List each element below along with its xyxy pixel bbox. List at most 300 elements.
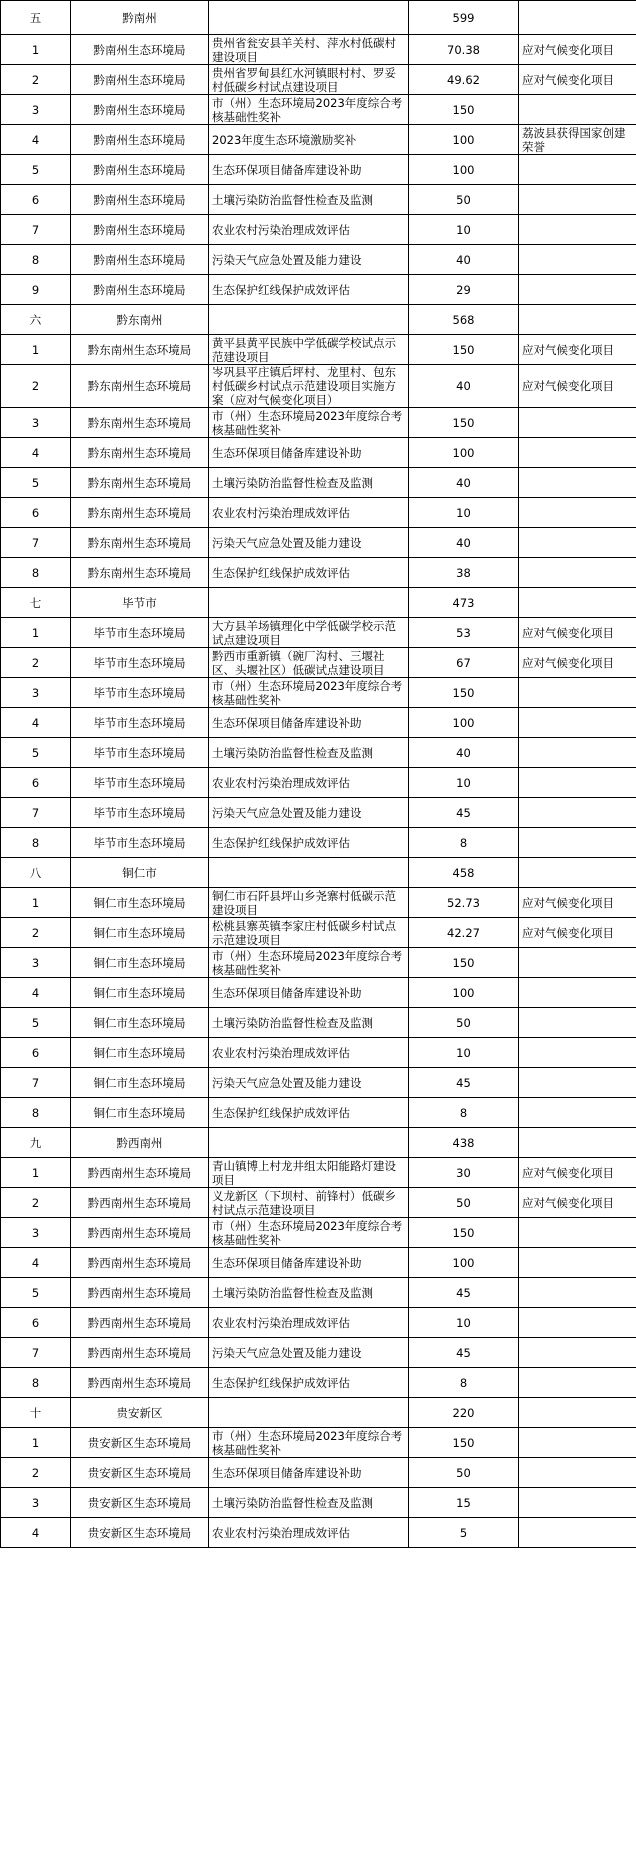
table-row bbox=[1, 365, 636, 408]
table-row bbox=[1, 1158, 636, 1188]
row-note bbox=[519, 1308, 636, 1338]
row-unit: 黔西南州生态环境局 bbox=[71, 1308, 209, 1338]
row-note bbox=[519, 1368, 636, 1398]
row-project: 青山镇博上村龙井组太阳能路灯建设项目 bbox=[209, 1158, 409, 1188]
row-project: 生态环保项目储备库建设补助 bbox=[209, 1458, 409, 1488]
row-amount: 150 bbox=[409, 335, 519, 365]
section-note bbox=[519, 858, 636, 888]
section-number: 五 bbox=[1, 1, 71, 35]
row-project: 黄平县黄平民族中学低碳学校试点示范建设项目 bbox=[209, 335, 409, 365]
row-number: 5 bbox=[1, 738, 71, 768]
row-number: 4 bbox=[1, 1248, 71, 1278]
row-amount: 45 bbox=[409, 1338, 519, 1368]
table-row bbox=[1, 1098, 636, 1128]
row-amount: 10 bbox=[409, 1308, 519, 1338]
row-amount: 8 bbox=[409, 1368, 519, 1398]
row-number: 7 bbox=[1, 798, 71, 828]
row-amount: 100 bbox=[409, 1248, 519, 1278]
row-note: 应对气候变化项目 bbox=[519, 618, 636, 648]
row-project: 大方县羊场镇理化中学低碳学校示范试点建设项目 bbox=[209, 618, 409, 648]
row-amount: 45 bbox=[409, 798, 519, 828]
row-number: 5 bbox=[1, 468, 71, 498]
row-number: 7 bbox=[1, 215, 71, 245]
row-project: 农业农村污染治理成效评估 bbox=[209, 1518, 409, 1548]
row-amount: 42.27 bbox=[409, 918, 519, 948]
table-row bbox=[1, 1368, 636, 1398]
row-unit: 毕节市生态环境局 bbox=[71, 768, 209, 798]
row-unit: 黔东南州生态环境局 bbox=[71, 558, 209, 588]
row-number: 6 bbox=[1, 768, 71, 798]
row-note bbox=[519, 1008, 636, 1038]
row-number: 4 bbox=[1, 125, 71, 155]
table-row bbox=[1, 648, 636, 678]
row-note bbox=[519, 1248, 636, 1278]
row-number: 1 bbox=[1, 1428, 71, 1458]
section-header-row bbox=[1, 858, 636, 888]
row-note: 应对气候变化项目 bbox=[519, 35, 636, 65]
row-project: 黔西市重新镇（碗厂沟村、三堰社区、头堰社区）低碳试点建设项目 bbox=[209, 648, 409, 678]
row-project: 松桃县寨英镇李家庄村低碳乡村试点示范建设项目 bbox=[209, 918, 409, 948]
section-project bbox=[209, 588, 409, 618]
row-amount: 100 bbox=[409, 438, 519, 468]
table-row bbox=[1, 125, 636, 155]
row-project: 市（州）生态环境局2023年度综合考核基础性奖补 bbox=[209, 1218, 409, 1248]
row-unit: 铜仁市生态环境局 bbox=[71, 1038, 209, 1068]
row-number: 8 bbox=[1, 1098, 71, 1128]
section-region: 铜仁市 bbox=[71, 858, 209, 888]
row-amount: 100 bbox=[409, 125, 519, 155]
row-unit: 毕节市生态环境局 bbox=[71, 618, 209, 648]
section-number: 十 bbox=[1, 1398, 71, 1428]
row-unit: 毕节市生态环境局 bbox=[71, 738, 209, 768]
row-note bbox=[519, 558, 636, 588]
row-note bbox=[519, 678, 636, 708]
row-unit: 毕节市生态环境局 bbox=[71, 798, 209, 828]
row-number: 1 bbox=[1, 888, 71, 918]
row-amount: 8 bbox=[409, 1098, 519, 1128]
row-unit: 黔南州生态环境局 bbox=[71, 35, 209, 65]
row-number: 7 bbox=[1, 1338, 71, 1368]
row-project: 污染天气应急处置及能力建设 bbox=[209, 798, 409, 828]
row-amount: 100 bbox=[409, 155, 519, 185]
section-project bbox=[209, 305, 409, 335]
row-number: 3 bbox=[1, 948, 71, 978]
section-total: 568 bbox=[409, 305, 519, 335]
table-row bbox=[1, 708, 636, 738]
section-total: 599 bbox=[409, 1, 519, 35]
row-note bbox=[519, 155, 636, 185]
section-number: 七 bbox=[1, 588, 71, 618]
row-unit: 黔南州生态环境局 bbox=[71, 65, 209, 95]
row-note bbox=[519, 1338, 636, 1368]
row-unit: 黔南州生态环境局 bbox=[71, 185, 209, 215]
section-note bbox=[519, 1, 636, 35]
table-row bbox=[1, 1308, 636, 1338]
row-unit: 黔东南州生态环境局 bbox=[71, 408, 209, 438]
row-unit: 黔南州生态环境局 bbox=[71, 125, 209, 155]
row-unit: 黔东南州生态环境局 bbox=[71, 528, 209, 558]
section-number: 八 bbox=[1, 858, 71, 888]
row-project: 生态环保项目储备库建设补助 bbox=[209, 1248, 409, 1278]
table-row bbox=[1, 65, 636, 95]
row-number: 2 bbox=[1, 1458, 71, 1488]
row-number: 4 bbox=[1, 978, 71, 1008]
row-unit: 黔南州生态环境局 bbox=[71, 215, 209, 245]
row-amount: 52.73 bbox=[409, 888, 519, 918]
row-project: 污染天气应急处置及能力建设 bbox=[209, 528, 409, 558]
row-note bbox=[519, 1038, 636, 1068]
row-project: 污染天气应急处置及能力建设 bbox=[209, 245, 409, 275]
row-unit: 黔东南州生态环境局 bbox=[71, 335, 209, 365]
row-note: 应对气候变化项目 bbox=[519, 648, 636, 678]
section-project bbox=[209, 1398, 409, 1428]
row-number: 7 bbox=[1, 1068, 71, 1098]
table-row bbox=[1, 185, 636, 215]
table-row bbox=[1, 1458, 636, 1488]
section-note bbox=[519, 1398, 636, 1428]
row-amount: 150 bbox=[409, 408, 519, 438]
row-unit: 黔西南州生态环境局 bbox=[71, 1278, 209, 1308]
section-project bbox=[209, 858, 409, 888]
table-row bbox=[1, 245, 636, 275]
row-unit: 黔西南州生态环境局 bbox=[71, 1368, 209, 1398]
row-number: 1 bbox=[1, 35, 71, 65]
table-row bbox=[1, 1038, 636, 1068]
row-note bbox=[519, 1278, 636, 1308]
row-amount: 100 bbox=[409, 708, 519, 738]
section-header-row bbox=[1, 1128, 636, 1158]
row-number: 6 bbox=[1, 1308, 71, 1338]
section-header-row bbox=[1, 1398, 636, 1428]
row-amount: 10 bbox=[409, 215, 519, 245]
row-note bbox=[519, 738, 636, 768]
row-number: 3 bbox=[1, 678, 71, 708]
row-unit: 黔西南州生态环境局 bbox=[71, 1248, 209, 1278]
row-number: 3 bbox=[1, 1488, 71, 1518]
row-note: 应对气候变化项目 bbox=[519, 335, 636, 365]
row-project: 生态保护红线保护成效评估 bbox=[209, 1098, 409, 1128]
row-project: 贵州省罗甸县红水河镇眼村村、罗妥村低碳乡村试点建设项目 bbox=[209, 65, 409, 95]
table-row bbox=[1, 408, 636, 438]
row-number: 2 bbox=[1, 918, 71, 948]
row-amount: 40 bbox=[409, 738, 519, 768]
row-note bbox=[519, 468, 636, 498]
row-unit: 黔西南州生态环境局 bbox=[71, 1218, 209, 1248]
table-row bbox=[1, 888, 636, 918]
row-unit: 铜仁市生态环境局 bbox=[71, 1098, 209, 1128]
row-project: 贵州省瓮安县羊关村、萍水村低碳村建设项目 bbox=[209, 35, 409, 65]
row-amount: 5 bbox=[409, 1518, 519, 1548]
row-project: 生态环保项目储备库建设补助 bbox=[209, 438, 409, 468]
row-project: 2023年度生态环境激励奖补 bbox=[209, 125, 409, 155]
row-unit: 黔南州生态环境局 bbox=[71, 245, 209, 275]
row-number: 4 bbox=[1, 1518, 71, 1548]
table-row bbox=[1, 35, 636, 65]
row-number: 5 bbox=[1, 1008, 71, 1038]
table-row bbox=[1, 468, 636, 498]
row-unit: 铜仁市生态环境局 bbox=[71, 888, 209, 918]
row-amount: 30 bbox=[409, 1158, 519, 1188]
row-unit: 毕节市生态环境局 bbox=[71, 648, 209, 678]
row-number: 8 bbox=[1, 245, 71, 275]
row-project: 生态保护红线保护成效评估 bbox=[209, 1368, 409, 1398]
row-project: 生态环保项目储备库建设补助 bbox=[209, 708, 409, 738]
row-note bbox=[519, 798, 636, 828]
row-unit: 贵安新区生态环境局 bbox=[71, 1428, 209, 1458]
row-unit: 铜仁市生态环境局 bbox=[71, 918, 209, 948]
table-row bbox=[1, 275, 636, 305]
row-number: 4 bbox=[1, 438, 71, 468]
table-row bbox=[1, 1008, 636, 1038]
section-region: 贵安新区 bbox=[71, 1398, 209, 1428]
row-unit: 毕节市生态环境局 bbox=[71, 678, 209, 708]
row-amount: 53 bbox=[409, 618, 519, 648]
row-project: 污染天气应急处置及能力建设 bbox=[209, 1068, 409, 1098]
table-row bbox=[1, 498, 636, 528]
section-total: 473 bbox=[409, 588, 519, 618]
row-amount: 150 bbox=[409, 1218, 519, 1248]
row-note bbox=[519, 1428, 636, 1458]
section-note bbox=[519, 305, 636, 335]
row-project: 土壤污染防治监督性检查及监测 bbox=[209, 185, 409, 215]
row-note: 应对气候变化项目 bbox=[519, 365, 636, 408]
row-amount: 49.62 bbox=[409, 65, 519, 95]
row-unit: 黔西南州生态环境局 bbox=[71, 1188, 209, 1218]
section-number: 九 bbox=[1, 1128, 71, 1158]
row-amount: 45 bbox=[409, 1068, 519, 1098]
table-row bbox=[1, 918, 636, 948]
table-row bbox=[1, 528, 636, 558]
row-number: 2 bbox=[1, 1188, 71, 1218]
row-unit: 毕节市生态环境局 bbox=[71, 708, 209, 738]
row-note: 荔波县获得国家创建荣誉 bbox=[519, 125, 636, 155]
section-region: 黔东南州 bbox=[71, 305, 209, 335]
row-number: 1 bbox=[1, 1158, 71, 1188]
row-amount: 67 bbox=[409, 648, 519, 678]
row-note: 应对气候变化项目 bbox=[519, 1158, 636, 1188]
section-total: 438 bbox=[409, 1128, 519, 1158]
row-number: 5 bbox=[1, 155, 71, 185]
section-total: 458 bbox=[409, 858, 519, 888]
row-note bbox=[519, 708, 636, 738]
row-amount: 10 bbox=[409, 498, 519, 528]
row-number: 6 bbox=[1, 1038, 71, 1068]
row-note: 应对气候变化项目 bbox=[519, 888, 636, 918]
section-total: 220 bbox=[409, 1398, 519, 1428]
row-amount: 8 bbox=[409, 828, 519, 858]
row-number: 1 bbox=[1, 335, 71, 365]
row-number: 3 bbox=[1, 95, 71, 125]
row-amount: 150 bbox=[409, 95, 519, 125]
row-unit: 毕节市生态环境局 bbox=[71, 828, 209, 858]
row-unit: 黔西南州生态环境局 bbox=[71, 1338, 209, 1368]
row-number: 8 bbox=[1, 1368, 71, 1398]
row-number: 7 bbox=[1, 528, 71, 558]
row-amount: 15 bbox=[409, 1488, 519, 1518]
row-number: 3 bbox=[1, 1218, 71, 1248]
row-amount: 70.38 bbox=[409, 35, 519, 65]
row-unit: 黔西南州生态环境局 bbox=[71, 1158, 209, 1188]
row-unit: 铜仁市生态环境局 bbox=[71, 1068, 209, 1098]
row-note bbox=[519, 408, 636, 438]
row-note bbox=[519, 768, 636, 798]
row-unit: 黔南州生态环境局 bbox=[71, 95, 209, 125]
row-project: 市（州）生态环境局2023年度综合考核基础性奖补 bbox=[209, 1428, 409, 1458]
table-row bbox=[1, 948, 636, 978]
row-note: 应对气候变化项目 bbox=[519, 1188, 636, 1218]
section-header-row bbox=[1, 1, 636, 35]
row-note bbox=[519, 1218, 636, 1248]
table-row bbox=[1, 1248, 636, 1278]
row-amount: 10 bbox=[409, 768, 519, 798]
row-number: 6 bbox=[1, 185, 71, 215]
row-project: 农业农村污染治理成效评估 bbox=[209, 1038, 409, 1068]
row-unit: 黔南州生态环境局 bbox=[71, 275, 209, 305]
row-note bbox=[519, 528, 636, 558]
section-header-row bbox=[1, 305, 636, 335]
row-number: 8 bbox=[1, 558, 71, 588]
row-note bbox=[519, 95, 636, 125]
section-project bbox=[209, 1128, 409, 1158]
row-unit: 黔东南州生态环境局 bbox=[71, 468, 209, 498]
row-note bbox=[519, 185, 636, 215]
row-number: 8 bbox=[1, 828, 71, 858]
row-unit: 黔东南州生态环境局 bbox=[71, 498, 209, 528]
table-row bbox=[1, 1488, 636, 1518]
row-unit: 铜仁市生态环境局 bbox=[71, 948, 209, 978]
row-note: 应对气候变化项目 bbox=[519, 65, 636, 95]
row-note bbox=[519, 1518, 636, 1548]
row-amount: 10 bbox=[409, 1038, 519, 1068]
row-number: 5 bbox=[1, 1278, 71, 1308]
row-amount: 150 bbox=[409, 948, 519, 978]
row-project: 市（州）生态环境局2023年度综合考核基础性奖补 bbox=[209, 678, 409, 708]
row-amount: 40 bbox=[409, 245, 519, 275]
row-unit: 贵安新区生态环境局 bbox=[71, 1518, 209, 1548]
row-project: 污染天气应急处置及能力建设 bbox=[209, 1338, 409, 1368]
row-project: 农业农村污染治理成效评估 bbox=[209, 768, 409, 798]
section-note bbox=[519, 1128, 636, 1158]
row-note bbox=[519, 828, 636, 858]
row-amount: 29 bbox=[409, 275, 519, 305]
section-project bbox=[209, 1, 409, 35]
section-region: 毕节市 bbox=[71, 588, 209, 618]
row-project: 土壤污染防治监督性检查及监测 bbox=[209, 1488, 409, 1518]
row-amount: 40 bbox=[409, 468, 519, 498]
row-number: 3 bbox=[1, 408, 71, 438]
table-row bbox=[1, 1428, 636, 1458]
row-project: 农业农村污染治理成效评估 bbox=[209, 215, 409, 245]
row-amount: 50 bbox=[409, 185, 519, 215]
table-row bbox=[1, 335, 636, 365]
table-row bbox=[1, 798, 636, 828]
row-unit: 铜仁市生态环境局 bbox=[71, 1008, 209, 1038]
table-row bbox=[1, 768, 636, 798]
row-note bbox=[519, 1488, 636, 1518]
row-unit: 黔东南州生态环境局 bbox=[71, 365, 209, 408]
row-unit: 黔东南州生态环境局 bbox=[71, 438, 209, 468]
row-note bbox=[519, 245, 636, 275]
table-row bbox=[1, 738, 636, 768]
table-row bbox=[1, 155, 636, 185]
table-row bbox=[1, 1068, 636, 1098]
section-note bbox=[519, 588, 636, 618]
row-amount: 150 bbox=[409, 678, 519, 708]
row-number: 2 bbox=[1, 365, 71, 408]
row-project: 生态环保项目储备库建设补助 bbox=[209, 155, 409, 185]
row-amount: 38 bbox=[409, 558, 519, 588]
row-amount: 45 bbox=[409, 1278, 519, 1308]
table-row bbox=[1, 828, 636, 858]
row-project: 土壤污染防治监督性检查及监测 bbox=[209, 1008, 409, 1038]
row-number: 1 bbox=[1, 618, 71, 648]
row-project: 生态保护红线保护成效评估 bbox=[209, 275, 409, 305]
row-project: 铜仁市石阡县坪山乡尧寨村低碳示范建设项目 bbox=[209, 888, 409, 918]
table-row bbox=[1, 1518, 636, 1548]
funding-table-body bbox=[1, 1, 636, 1548]
row-note bbox=[519, 1098, 636, 1128]
row-unit: 铜仁市生态环境局 bbox=[71, 978, 209, 1008]
table-row bbox=[1, 678, 636, 708]
row-number: 2 bbox=[1, 648, 71, 678]
row-project: 土壤污染防治监督性检查及监测 bbox=[209, 738, 409, 768]
section-header-row bbox=[1, 588, 636, 618]
row-note bbox=[519, 1458, 636, 1488]
section-number: 六 bbox=[1, 305, 71, 335]
table-row bbox=[1, 618, 636, 648]
row-note bbox=[519, 978, 636, 1008]
row-amount: 50 bbox=[409, 1458, 519, 1488]
row-project: 农业农村污染治理成效评估 bbox=[209, 1308, 409, 1338]
table-row bbox=[1, 438, 636, 468]
row-project: 农业农村污染治理成效评估 bbox=[209, 498, 409, 528]
row-amount: 150 bbox=[409, 1428, 519, 1458]
row-note bbox=[519, 438, 636, 468]
row-project: 市（州）生态环境局2023年度综合考核基础性奖补 bbox=[209, 408, 409, 438]
table-row bbox=[1, 215, 636, 245]
table-row bbox=[1, 558, 636, 588]
row-amount: 100 bbox=[409, 978, 519, 1008]
row-project: 土壤污染防治监督性检查及监测 bbox=[209, 1278, 409, 1308]
table-row bbox=[1, 978, 636, 1008]
row-unit: 贵安新区生态环境局 bbox=[71, 1458, 209, 1488]
row-note bbox=[519, 1068, 636, 1098]
row-project: 生态保护红线保护成效评估 bbox=[209, 828, 409, 858]
table-row bbox=[1, 95, 636, 125]
row-amount: 50 bbox=[409, 1008, 519, 1038]
row-note bbox=[519, 498, 636, 528]
row-unit: 贵安新区生态环境局 bbox=[71, 1488, 209, 1518]
row-amount: 40 bbox=[409, 365, 519, 408]
section-region: 黔西南州 bbox=[71, 1128, 209, 1158]
row-number: 9 bbox=[1, 275, 71, 305]
row-number: 6 bbox=[1, 498, 71, 528]
row-note: 应对气候变化项目 bbox=[519, 918, 636, 948]
row-note bbox=[519, 275, 636, 305]
row-project: 生态保护红线保护成效评估 bbox=[209, 558, 409, 588]
table-row bbox=[1, 1188, 636, 1218]
row-amount: 50 bbox=[409, 1188, 519, 1218]
row-project: 义龙新区（下坝村、前锋村）低碳乡村试点示范建设项目 bbox=[209, 1188, 409, 1218]
row-project: 岑巩县平庄镇后坪村、龙里村、包东村低碳乡村试点示范建设项目实施方案（应对气候变化项目） bbox=[209, 365, 409, 408]
row-project: 市（州）生态环境局2023年度综合考核基础性奖补 bbox=[209, 948, 409, 978]
table-row bbox=[1, 1218, 636, 1248]
row-amount: 40 bbox=[409, 528, 519, 558]
row-number: 4 bbox=[1, 708, 71, 738]
row-project: 生态环保项目储备库建设补助 bbox=[209, 978, 409, 1008]
table-row bbox=[1, 1338, 636, 1368]
table-row bbox=[1, 1278, 636, 1308]
